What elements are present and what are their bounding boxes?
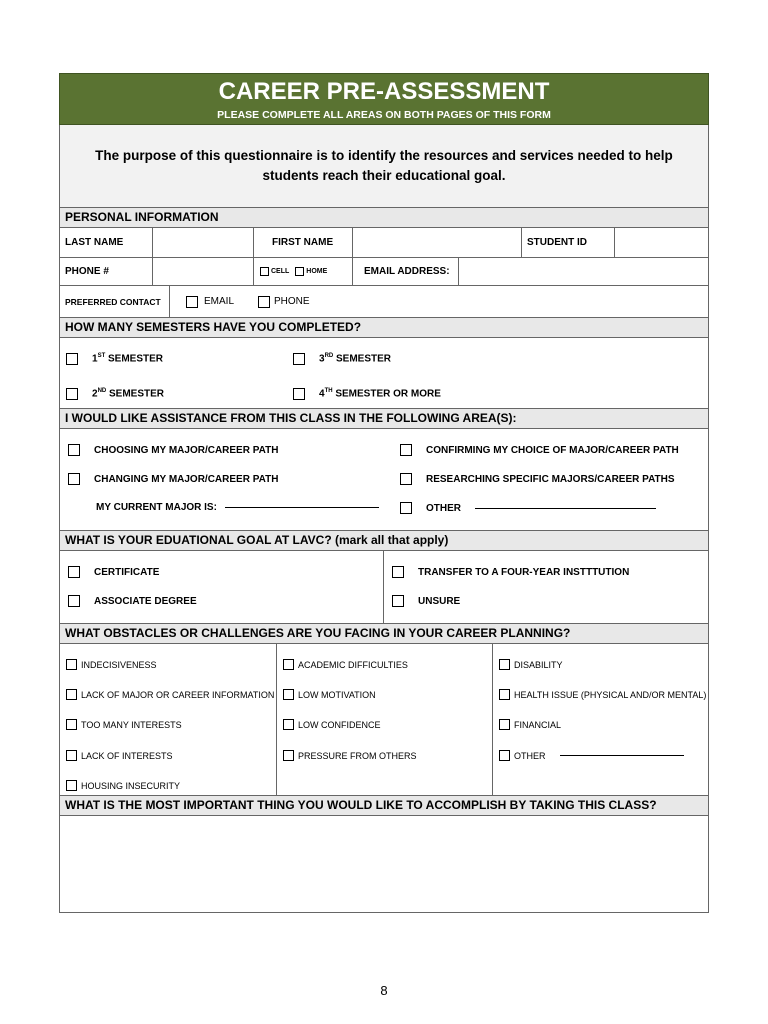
purpose-statement: The purpose of this questionnaire is to identify the resources and services needed to help students reach their educational goal.	[59, 125, 709, 208]
obstacle-academic[interactable]	[283, 659, 408, 670]
obstacle-checkbox[interactable]	[283, 689, 294, 700]
obstacle-label: HOUSING INSECURITY	[81, 780, 181, 791]
obstacles-col-3	[493, 644, 708, 795]
obstacle-label: LOW CONFIDENCE	[298, 719, 381, 730]
semester-3-label	[319, 353, 391, 364]
semester-3-sup: RD	[324, 353, 334, 360]
assistance-heading: I WOULD LIKE ASSISTANCE FROM THIS CLASS IN THE FOLLOWING AREA(S):	[59, 409, 709, 429]
phone-type	[254, 258, 353, 285]
obstacle-label: DISABILITY	[514, 659, 563, 670]
transfer-option[interactable]	[392, 566, 629, 578]
preferred-contact-options	[170, 286, 708, 317]
semester-2-sup: ND	[97, 388, 107, 395]
semester-2-label	[92, 388, 164, 399]
home-checkbox[interactable]	[295, 267, 304, 276]
obstacles-col-1	[60, 644, 277, 795]
changing-option[interactable]	[68, 473, 278, 485]
confirming-option[interactable]	[400, 444, 679, 456]
obstacle-label: FINANCIAL	[514, 719, 562, 730]
obstacle-lack-of-info[interactable]	[66, 689, 274, 700]
obstacle-other-line[interactable]	[560, 755, 684, 756]
accomplish-heading: WHAT IS THE MOST IMPORTANT THING YOU WOULD LIKE TO ACCOMPLISH BY TAKING THIS CLASS?	[59, 796, 709, 816]
accomplish-answer-box[interactable]	[59, 816, 709, 913]
semester-3-rest: SEMESTER	[333, 353, 392, 365]
assistance-area	[59, 429, 709, 531]
obstacle-label: PRESSURE FROM OTHERS	[298, 750, 417, 761]
semester-4-num: 4	[319, 388, 325, 400]
certificate-option[interactable]	[68, 566, 159, 578]
last-name-field[interactable]	[153, 228, 254, 257]
obstacle-checkbox[interactable]	[66, 719, 77, 730]
phone-option-label: PHONE	[274, 296, 310, 307]
obstacle-disability[interactable]	[499, 659, 563, 670]
semester-4-rest: SEMESTER OR MORE	[332, 388, 441, 400]
career-pre-assessment-form	[59, 73, 709, 913]
email-checkbox[interactable]	[186, 296, 198, 308]
phone-label: PHONE #	[60, 258, 153, 285]
preferred-contact-label: PREFERRED CONTACT	[60, 286, 170, 317]
semester-2-rest: SEMESTER	[106, 388, 165, 400]
semester-4-sup: TH	[324, 388, 333, 395]
semester-2-num: 2	[92, 388, 98, 400]
semester-1-label	[92, 353, 163, 364]
unsure-option[interactable]	[392, 595, 460, 607]
choosing-option[interactable]	[68, 444, 278, 456]
obstacle-checkbox[interactable]	[499, 719, 510, 730]
semester-1-sup: ST	[97, 353, 106, 360]
email-address-label: EMAIL ADDRESS:	[353, 258, 459, 285]
obstacle-low-confidence[interactable]	[283, 719, 381, 730]
obstacle-checkbox[interactable]	[499, 689, 510, 700]
transfer-label: TRANSFER TO A FOUR-YEAR INSTTTUTION	[418, 566, 630, 578]
obstacle-other[interactable]	[499, 750, 684, 761]
current-major-row	[96, 502, 379, 513]
semester-4-label	[319, 388, 441, 399]
changing-checkbox[interactable]	[68, 473, 80, 485]
obstacle-housing-insecurity[interactable]	[66, 780, 180, 791]
obstacle-checkbox[interactable]	[283, 719, 294, 730]
obstacle-label: INDECISIVENESS	[81, 659, 157, 670]
page-number: 8	[380, 983, 388, 998]
associate-option[interactable]	[68, 595, 197, 607]
choosing-label: CHOOSING MY MAJOR/CAREER PATH	[94, 444, 279, 456]
semester-1-rest: SEMESTER	[105, 353, 164, 365]
student-id-field[interactable]	[615, 228, 708, 257]
obstacle-checkbox[interactable]	[66, 689, 77, 700]
first-name-field[interactable]	[353, 228, 522, 257]
goal-area	[59, 551, 709, 624]
phone-row	[59, 258, 709, 286]
last-name-label: LAST NAME	[60, 228, 153, 257]
semester-3-num: 3	[319, 353, 325, 365]
obstacle-checkbox[interactable]	[283, 750, 294, 761]
researching-option[interactable]	[400, 473, 675, 485]
semester-1-checkbox[interactable]	[66, 353, 78, 365]
email-address-field[interactable]	[459, 258, 708, 285]
assistance-other-checkbox[interactable]	[400, 502, 412, 514]
phone-field[interactable]	[153, 258, 254, 285]
obstacle-checkbox[interactable]	[66, 750, 77, 761]
semester-3-option[interactable]	[293, 353, 391, 365]
assistance-other-option[interactable]	[400, 502, 656, 514]
obstacle-checkbox[interactable]	[283, 659, 294, 670]
obstacle-indecisiveness[interactable]	[66, 659, 157, 670]
semesters-heading: HOW MANY SEMESTERS HAVE YOU COMPLETED?	[59, 318, 709, 338]
student-id-label: STUDENT ID	[522, 228, 615, 257]
obstacles-col-2	[277, 644, 493, 795]
choosing-checkbox[interactable]	[68, 444, 80, 456]
semester-1-num: 1	[92, 353, 98, 365]
email-option-label: EMAIL	[204, 296, 235, 307]
obstacle-label: TOO MANY INTERESTS	[81, 719, 182, 730]
phone-checkbox[interactable]	[258, 296, 270, 308]
confirming-label: CONFIRMING MY CHOICE OF MAJOR/CAREER PATH	[426, 444, 679, 456]
transfer-checkbox[interactable]	[392, 566, 404, 578]
form-header	[59, 73, 709, 125]
home-label: HOME	[306, 268, 328, 275]
obstacle-label: OTHER	[514, 750, 546, 761]
obstacle-low-motivation[interactable]	[283, 689, 376, 700]
first-name-label: FIRST NAME	[254, 228, 353, 257]
form-subtitle: PLEASE COMPLETE ALL AREAS ON BOTH PAGES OF THIS FORM	[217, 109, 551, 121]
obstacles-heading: WHAT OBSTACLES OR CHALLENGES ARE YOU FACING IN YOUR CAREER PLANNING?	[59, 624, 709, 644]
researching-label: RESEARCHING SPECIFIC MAJORS/CAREER PATHS	[426, 473, 675, 485]
form-title: CAREER PRE-ASSESSMENT	[218, 78, 550, 105]
obstacle-label: ACADEMIC DIFFICULTIES	[298, 659, 408, 670]
semester-1-option[interactable]	[66, 353, 163, 365]
confirming-checkbox[interactable]	[400, 444, 412, 456]
cell-label: CELL	[271, 268, 290, 275]
obstacle-label: LACK OF MAJOR OR CAREER INFORMATION	[81, 689, 275, 700]
goal-heading: WHAT IS YOUR EDUATIONAL GOAL AT LAVC? (mark all that apply)	[59, 531, 709, 551]
certificate-label: CERTIFICATE	[94, 566, 160, 578]
unsure-checkbox[interactable]	[392, 595, 404, 607]
unsure-label: UNSURE	[418, 595, 461, 607]
obstacle-checkbox[interactable]	[499, 750, 510, 761]
obstacles-area	[59, 644, 709, 796]
certificate-checkbox[interactable]	[68, 566, 80, 578]
obstacle-pressure[interactable]	[283, 750, 417, 761]
personal-info-heading: PERSONAL INFORMATION	[59, 208, 709, 228]
obstacle-financial[interactable]	[499, 719, 561, 730]
goal-left-col	[60, 551, 384, 623]
associate-label: ASSOCIATE DEGREE	[94, 595, 197, 607]
obstacle-checkbox[interactable]	[66, 659, 77, 670]
obstacle-checkbox[interactable]	[499, 659, 510, 670]
goal-right-col	[384, 551, 708, 623]
changing-label: CHANGING MY MAJOR/CAREER PATH	[94, 473, 279, 485]
current-major-line[interactable]	[225, 507, 379, 508]
current-major-label: MY CURRENT MAJOR IS:	[96, 502, 217, 513]
assistance-other-line[interactable]	[475, 508, 656, 509]
semester-2-option[interactable]	[66, 388, 164, 400]
name-row	[59, 228, 709, 258]
semester-4-checkbox[interactable]	[293, 388, 305, 400]
associate-checkbox[interactable]	[68, 595, 80, 607]
assistance-other-label: OTHER	[426, 502, 461, 514]
obstacle-label: LOW MOTIVATION	[298, 689, 376, 700]
obstacle-health[interactable]	[499, 689, 706, 700]
semester-4-option[interactable]	[293, 388, 441, 400]
obstacle-label: LACK OF INTERESTS	[81, 750, 173, 761]
semester-3-checkbox[interactable]	[293, 353, 305, 365]
obstacle-label: HEALTH ISSUE (PHYSICAL AND/OR MENTAL)	[514, 689, 707, 700]
semesters-area	[59, 338, 709, 409]
cell-checkbox[interactable]	[260, 267, 269, 276]
preferred-contact-row	[59, 286, 709, 318]
obstacle-lack-of-interests[interactable]	[66, 750, 173, 761]
obstacle-too-many-interests[interactable]	[66, 719, 182, 730]
semester-2-checkbox[interactable]	[66, 388, 78, 400]
obstacle-checkbox[interactable]	[66, 780, 77, 791]
researching-checkbox[interactable]	[400, 473, 412, 485]
